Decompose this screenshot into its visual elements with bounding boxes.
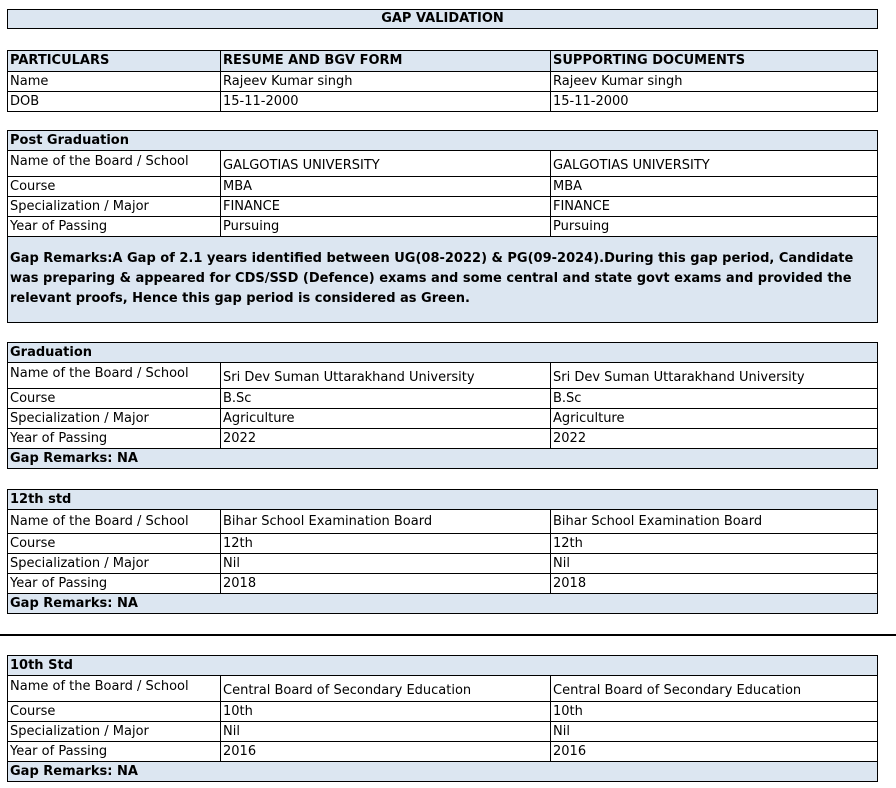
row-resume: Nil — [221, 722, 551, 741]
page-title: GAP VALIDATION — [7, 9, 878, 29]
gap-remarks: Gap Remarks: NA — [8, 448, 877, 468]
table-row — [8, 363, 877, 388]
table-row — [8, 573, 877, 593]
gap-remarks: Gap Remarks: NA — [8, 593, 877, 613]
row-resume: MBA — [221, 177, 551, 196]
row-label: Year of Passing — [8, 574, 221, 593]
row-docs: Pursuing — [553, 219, 610, 234]
table-row — [8, 428, 877, 448]
row-label: Name of the Board / School — [8, 363, 221, 388]
gap-remarks: Gap Remarks:A Gap of 2.1 years identified between UG(08-2022) & PG(09-2024).During this gap period, Candidate was preparing & appeared for CDS/SSD (Defence) exams and some central and state govt exams and provided the relevant proofs, Hence this gap period is considered as Green. — [8, 236, 877, 322]
row-docs: 2018 — [553, 576, 587, 591]
row-docs: Central Board of Secondary Education — [553, 683, 802, 698]
particulars-table — [7, 50, 878, 112]
section-post-graduation — [7, 130, 878, 323]
row-label: Name of the Board / School — [8, 676, 221, 701]
row-resume: Nil — [221, 554, 551, 573]
table-row — [8, 701, 877, 721]
row-resume: Bihar School Examination Board — [221, 510, 551, 533]
row-label: Year of Passing — [8, 742, 221, 761]
row-label: Course — [8, 702, 221, 721]
row-resume: Agriculture — [221, 409, 551, 428]
header-docs: SUPPORTING DOCUMENTS — [553, 53, 746, 68]
row-label: Specialization / Major — [8, 197, 221, 216]
row-label: DOB — [8, 92, 221, 111]
row-label: Name — [8, 72, 221, 91]
row-docs: 15-11-2000 — [553, 94, 629, 109]
table-row — [8, 91, 877, 111]
table-row — [8, 510, 877, 533]
row-resume: Rajeev Kumar singh — [221, 72, 551, 91]
row-resume: GALGOTIAS UNIVERSITY — [221, 151, 551, 176]
table-row — [8, 388, 877, 408]
row-label: Course — [8, 534, 221, 553]
table-row — [8, 216, 877, 236]
row-docs: Rajeev Kumar singh — [553, 74, 683, 89]
table-row — [8, 533, 877, 553]
row-label: Specialization / Major — [8, 722, 221, 741]
row-resume: 15-11-2000 — [221, 92, 551, 111]
row-resume: Pursuing — [221, 217, 551, 236]
row-docs: 2016 — [553, 744, 587, 759]
row-label: Course — [8, 177, 221, 196]
row-resume: 2022 — [221, 429, 551, 448]
table-row — [8, 176, 877, 196]
divider — [0, 634, 896, 636]
row-resume: Sri Dev Suman Uttarakhand University — [221, 363, 551, 388]
table-row — [8, 721, 877, 741]
row-docs: Agriculture — [553, 411, 625, 426]
table-row — [8, 741, 877, 761]
table-row — [8, 196, 877, 216]
section-title: Graduation — [8, 343, 877, 363]
row-docs: Bihar School Examination Board — [553, 514, 763, 529]
row-docs: 2022 — [553, 431, 587, 446]
row-resume: 10th — [221, 702, 551, 721]
row-docs: MBA — [553, 179, 583, 194]
table-row — [8, 151, 877, 176]
row-docs: Nil — [553, 556, 570, 571]
row-docs: Nil — [553, 724, 570, 739]
section-title: 10th Std — [8, 656, 877, 676]
row-label: Name of the Board / School — [8, 510, 221, 533]
table-row — [8, 408, 877, 428]
section-graduation — [7, 342, 878, 469]
gap-remarks: Gap Remarks: NA — [8, 761, 877, 781]
header-particulars: PARTICULARS — [8, 51, 221, 71]
row-label: Year of Passing — [8, 217, 221, 236]
row-docs: GALGOTIAS UNIVERSITY — [553, 158, 710, 173]
row-label: Course — [8, 389, 221, 408]
row-resume: Central Board of Secondary Education — [221, 676, 551, 701]
row-resume: 2016 — [221, 742, 551, 761]
row-resume: B.Sc — [221, 389, 551, 408]
row-docs: B.Sc — [553, 391, 582, 406]
section-title: 12th std — [8, 490, 877, 510]
table-row — [8, 676, 877, 701]
section-title: Post Graduation — [8, 131, 877, 151]
row-label: Specialization / Major — [8, 409, 221, 428]
row-resume: 2018 — [221, 574, 551, 593]
table-row — [8, 71, 877, 91]
row-label: Name of the Board / School — [8, 151, 221, 176]
table-row — [8, 553, 877, 573]
row-docs: FINANCE — [553, 199, 610, 214]
row-docs: Sri Dev Suman Uttarakhand University — [553, 370, 805, 385]
table-header — [8, 51, 877, 71]
row-label: Year of Passing — [8, 429, 221, 448]
row-resume: 12th — [221, 534, 551, 553]
row-docs: 10th — [553, 704, 583, 719]
row-resume: FINANCE — [221, 197, 551, 216]
row-label: Specialization / Major — [8, 554, 221, 573]
section-12th — [7, 489, 878, 614]
section-10th — [7, 655, 878, 782]
header-resume: RESUME AND BGV FORM — [221, 51, 551, 71]
row-docs: 12th — [553, 536, 583, 551]
